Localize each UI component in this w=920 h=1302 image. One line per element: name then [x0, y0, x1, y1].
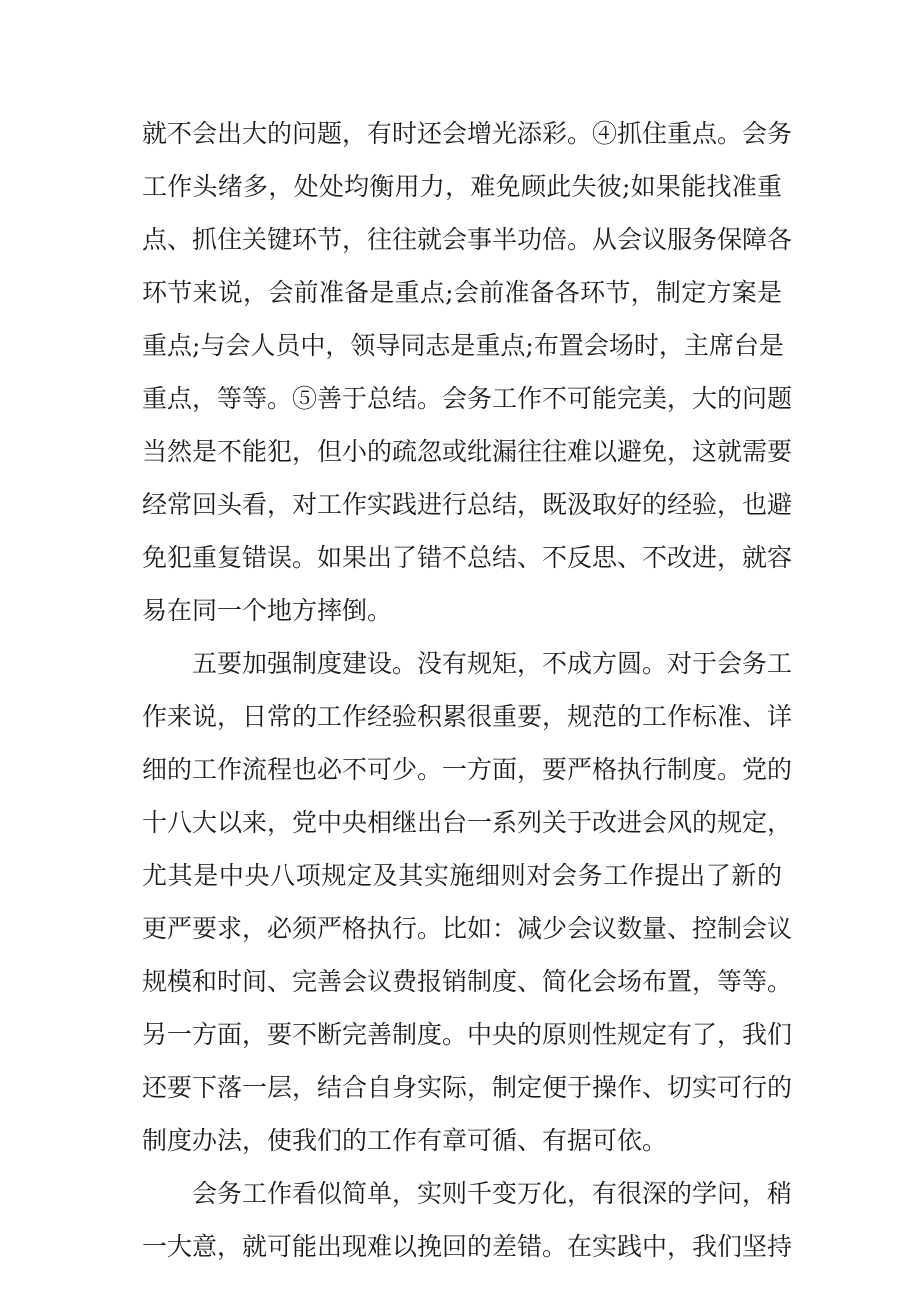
text-line: 制度办法，使我们的工作有章可循、有据可依。 — [142, 1126, 668, 1155]
text-line: 重点，等等。⑤善于总结。会务工作不可能完美，大的问题 — [142, 384, 793, 413]
text-line: 更严要求，必须严格执行。比如：减少会议数量、控制会议 — [142, 914, 793, 943]
text-line: 重点;与会人员中，领导同志是重点;布置会场时，主席台是 — [142, 331, 784, 360]
text-line: 易在同一个地方摔倒。 — [142, 596, 393, 625]
text-line: 一大意，就可能出现难以挽回的差错。在实践中，我们坚持 — [142, 1232, 793, 1261]
text-line: 作来说，日常的工作经验积累很重要，规范的工作标准、详 — [142, 702, 793, 731]
text-line: 点、抓住关键环节，往往就会事半功倍。从会议服务保障各 — [142, 225, 793, 254]
paragraph-first-line: 会务工作看似简单，实则千变万化，有很深的学问，稍 — [192, 1179, 793, 1208]
text-line: 工作头绪多，处处均衡用力，难免顾此失彼;如果能找准重 — [142, 172, 782, 201]
paragraph-first-line: 五要加强制度建设。没有规矩，不成方圆。对于会务工 — [192, 649, 793, 678]
text-line: 规模和时间、完善会议费报销制度、简化会场布置，等等。 — [142, 967, 793, 996]
text-line: 十八大以来，党中央相继出台一系列关于改进会风的规定， — [142, 808, 793, 837]
text-line: 环节来说，会前准备是重点;会前准备各环节，制定方案是 — [142, 278, 782, 307]
text-line: 尤其是中央八项规定及其实施细则对会务工作提出了新的 — [142, 861, 782, 890]
text-line: 就不会出大的问题，有时还会增光添彩。④抓住重点。会务 — [142, 119, 793, 148]
text-line: 免犯重复错误。如果出了错不总结、不反思、不改进，就容 — [142, 543, 793, 572]
text-line: 细的工作流程也必不可少。一方面，要严格执行制度。党的 — [142, 755, 793, 784]
text-line: 另一方面，要不断完善制度。中央的原则性规定有了，我们 — [142, 1020, 793, 1049]
text-line: 当然是不能犯，但小的疏忽或纰漏往往难以避免，这就需要 — [142, 437, 793, 466]
text-line: 经常回头看，对工作实践进行总结，既汲取好的经验，也避 — [142, 490, 793, 519]
text-line: 还要下落一层，结合自身实际，制定便于操作、切实可行的 — [142, 1073, 793, 1102]
